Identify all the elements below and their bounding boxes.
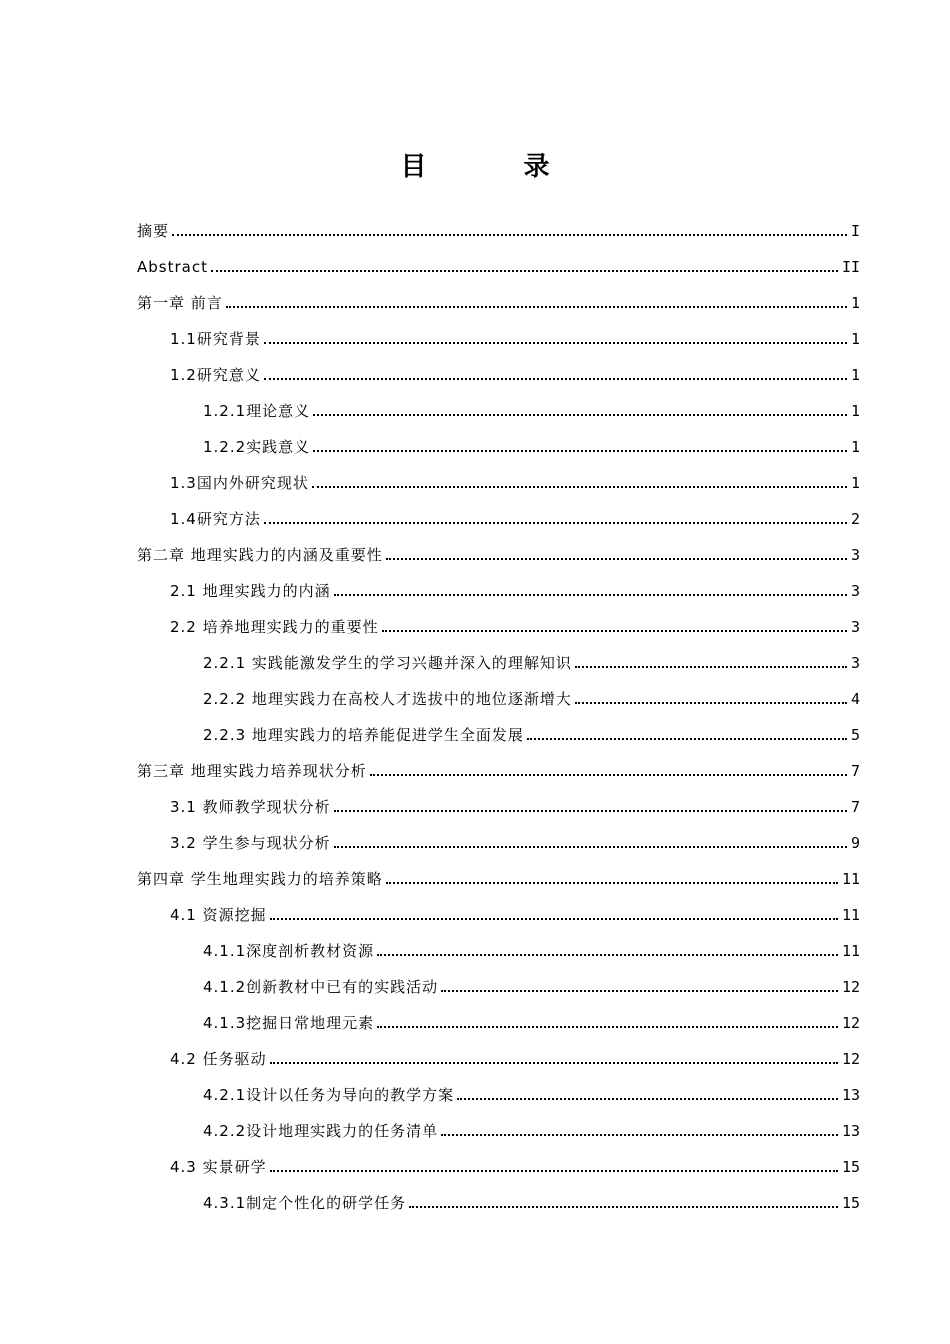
dot-leader <box>264 522 847 524</box>
toc-entry-page-number: 4 <box>850 690 860 708</box>
toc-entry[interactable] <box>137 424 860 460</box>
toc-entry[interactable] <box>137 856 860 892</box>
toc-entry-label: 4.2.1设计以任务为导向的教学方案 <box>203 1086 455 1104</box>
toc-entry[interactable] <box>137 244 860 280</box>
toc-entry[interactable] <box>137 928 860 964</box>
toc-entry-page-number: 5 <box>850 726 860 744</box>
toc-entry-page-number: 1 <box>850 366 860 384</box>
toc-entry-label: 4.1.3挖掘日常地理元素 <box>203 1014 375 1032</box>
toc-entry-page-number: 11 <box>841 942 860 960</box>
dot-leader <box>270 1062 838 1064</box>
toc-entry[interactable] <box>137 316 860 352</box>
dot-leader <box>270 918 838 920</box>
dot-leader <box>386 882 838 884</box>
toc-entry[interactable] <box>137 280 860 316</box>
dot-leader <box>172 234 847 236</box>
page-title: 目 录 <box>400 152 594 182</box>
toc-entry-page-number: 13 <box>841 1122 860 1140</box>
toc-entry-label: 4.3 实景研学 <box>170 1158 267 1176</box>
dot-leader <box>334 810 847 812</box>
toc-entry-label: Abstract <box>137 258 208 276</box>
toc-entry-label: 2.2 培养地理实践力的重要性 <box>170 618 379 636</box>
dot-leader <box>312 486 847 488</box>
dot-leader <box>457 1098 838 1100</box>
toc-entry-page-number: 13 <box>841 1086 860 1104</box>
toc-entry-page-number: 1 <box>850 474 860 492</box>
table-of-contents <box>137 208 860 1216</box>
dot-leader <box>527 738 847 740</box>
toc-entry-page-number: 12 <box>841 1014 860 1032</box>
toc-entry-label: 4.1.2创新教材中已有的实践活动 <box>203 978 439 996</box>
toc-entry[interactable] <box>137 640 860 676</box>
toc-entry[interactable] <box>137 1000 860 1036</box>
toc-entry-label: 1.2.1理论意义 <box>203 402 311 420</box>
toc-entry-page-number: 1 <box>850 330 860 348</box>
toc-entry[interactable] <box>137 352 860 388</box>
dot-leader <box>226 306 847 308</box>
toc-entry-page-number: 1 <box>850 294 860 312</box>
toc-entry[interactable] <box>137 748 860 784</box>
toc-entry-page-number: 3 <box>850 618 860 636</box>
toc-entry-label: 4.1 资源挖掘 <box>170 906 267 924</box>
toc-entry-page-number: 3 <box>850 654 860 672</box>
dot-leader <box>334 594 847 596</box>
toc-entry-page-number: 12 <box>841 978 860 996</box>
toc-entry-label: 2.2.3 地理实践力的培养能促进学生全面发展 <box>203 726 524 744</box>
toc-entry-label: 3.1 教师教学现状分析 <box>170 798 331 816</box>
toc-entry-label: 4.3.1制定个性化的研学任务 <box>203 1194 407 1212</box>
toc-entry[interactable] <box>137 1144 860 1180</box>
toc-entry-label: 4.1.1深度剖析教材资源 <box>203 942 375 960</box>
dot-leader <box>377 954 838 956</box>
toc-entry[interactable] <box>137 496 860 532</box>
toc-entry[interactable] <box>137 784 860 820</box>
toc-entry-page-number: 15 <box>841 1194 860 1212</box>
toc-entry-label: 第一章 前言 <box>137 294 223 312</box>
toc-entry-label: 第二章 地理实践力的内涵及重要性 <box>137 546 383 564</box>
toc-entry-page-number: 7 <box>850 762 860 780</box>
toc-entry[interactable] <box>137 388 860 424</box>
toc-entry[interactable] <box>137 460 860 496</box>
toc-entry-label: 第四章 学生地理实践力的培养策略 <box>137 870 383 888</box>
toc-entry[interactable] <box>137 712 860 748</box>
toc-entry-page-number: 11 <box>841 906 860 924</box>
toc-entry-page-number: 1 <box>850 402 860 420</box>
toc-entry[interactable] <box>137 892 860 928</box>
toc-entry-label: 1.2研究意义 <box>170 366 261 384</box>
dot-leader <box>409 1206 838 1208</box>
toc-entry[interactable] <box>137 964 860 1000</box>
toc-entry-page-number: 9 <box>850 834 860 852</box>
toc-entry-label: 2.1 地理实践力的内涵 <box>170 582 331 600</box>
toc-entry-label: 4.2.2设计地理实践力的任务清单 <box>203 1122 439 1140</box>
dot-leader <box>370 774 847 776</box>
toc-entry-page-number: 3 <box>850 546 860 564</box>
toc-entry-label: 1.3国内外研究现状 <box>170 474 309 492</box>
toc-entry-page-number: 11 <box>841 870 860 888</box>
toc-entry[interactable] <box>137 208 860 244</box>
toc-entry[interactable] <box>137 604 860 640</box>
toc-entry-label: 1.2.2实践意义 <box>203 438 311 456</box>
toc-entry[interactable] <box>137 568 860 604</box>
toc-entry-page-number: 3 <box>850 582 860 600</box>
toc-entry-page-number: 12 <box>841 1050 860 1068</box>
toc-entry-label: 2.2.2 地理实践力在高校人才选拔中的地位逐渐增大 <box>203 690 572 708</box>
toc-entry-label: 第三章 地理实践力培养现状分析 <box>137 762 367 780</box>
toc-entry-label: 1.4研究方法 <box>170 510 261 528</box>
dot-leader <box>382 630 847 632</box>
toc-entry-page-number: 1 <box>850 438 860 456</box>
dot-leader <box>313 414 847 416</box>
toc-entry-page-number: 7 <box>850 798 860 816</box>
toc-entry[interactable] <box>137 1108 860 1144</box>
dot-leader <box>441 990 838 992</box>
toc-entry-label: 2.2.1 实践能激发学生的学习兴趣并深入的理解知识 <box>203 654 572 672</box>
toc-entry-label: 4.2 任务驱动 <box>170 1050 267 1068</box>
dot-leader <box>211 270 838 272</box>
dot-leader <box>264 378 847 380</box>
toc-entry-label: 摘要 <box>137 222 170 240</box>
toc-entry[interactable] <box>137 676 860 712</box>
toc-entry[interactable] <box>137 820 860 856</box>
toc-entry-page-number: 15 <box>841 1158 860 1176</box>
toc-entry-label: 3.2 学生参与现状分析 <box>170 834 331 852</box>
toc-entry[interactable] <box>137 1180 860 1216</box>
dot-leader <box>575 702 847 704</box>
dot-leader <box>270 1170 838 1172</box>
toc-entry-page-number: 2 <box>850 510 860 528</box>
dot-leader <box>386 558 847 560</box>
toc-entry-label: 1.1研究背景 <box>170 330 261 348</box>
dot-leader <box>377 1026 838 1028</box>
dot-leader <box>313 450 847 452</box>
toc-entry[interactable] <box>137 1072 860 1108</box>
dot-leader <box>334 846 847 848</box>
toc-entry[interactable] <box>137 1036 860 1072</box>
dot-leader <box>441 1134 838 1136</box>
toc-entry-page-number: II <box>841 258 860 276</box>
dot-leader <box>264 342 847 344</box>
dot-leader <box>575 666 847 668</box>
toc-entry-page-number: I <box>850 222 860 240</box>
toc-entry[interactable] <box>137 532 860 568</box>
